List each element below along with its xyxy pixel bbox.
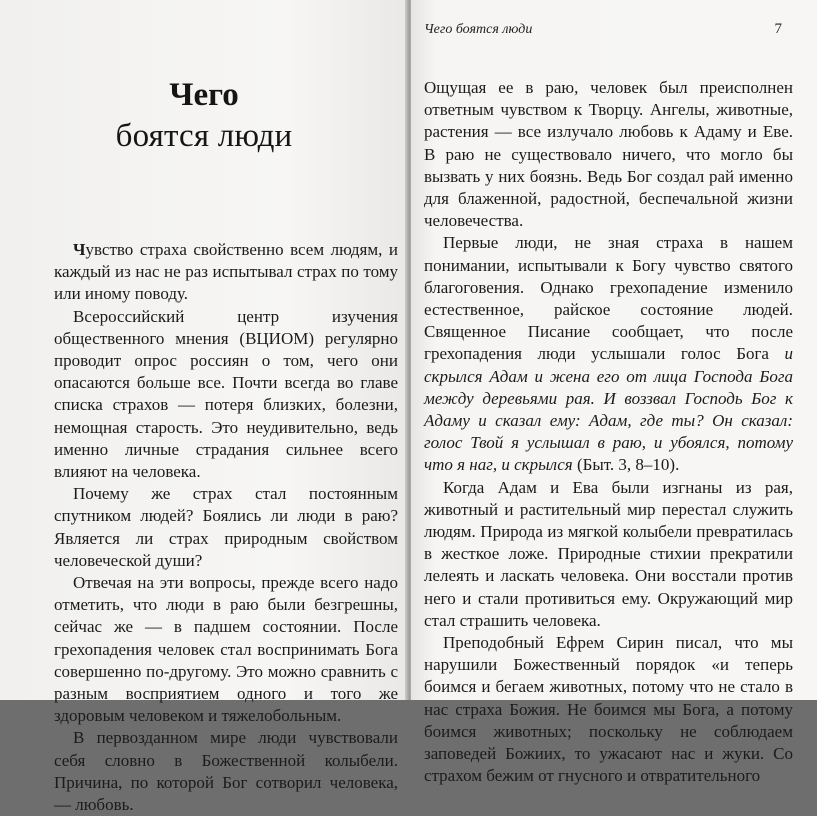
scripture-quote: и скрылся Адам и жена его от лица Господа Бога между деревьями рая. И воззвал Господь Бог к Адаму и сказал ему: Адам, где ты? Он сказал: голос Твой я услышал в раю, и убоялся, потому что я наг, и скрылся — [424, 344, 793, 475]
paragraph: В первозданном мире люди чувствовали себя словно в Божественной колыбели. Причина, по которой Бог сотворил человека, — любовь. — [54, 728, 398, 815]
paragraph: Всероссийский центр изучения общественного мнения (ВЦИОМ) регулярно проводит опрос россиян о том, чего они опасаются больше все. Почти всегда во главе списка страхов — потеря близких, болезни, немощная старость. Это неудивительно, ведь именно личные страдания сильнее всего влияют на человека. — [54, 306, 398, 482]
right-page-body — [424, 77, 793, 788]
paragraph: Когда Адам и Ева были изгнаны из рая, животный и растительный мир перестал служить людям. Природа из мягкой колыбели превратилась в жесткое ложе. Природные стихии прекратили лелеять и ласкать человека. Они восстали против него и стали противиться ему. Окружающий мир стал страшить человека. — [424, 477, 793, 630]
initial-letter: Ч — [73, 240, 86, 259]
running-head: Чего боятся люди — [424, 22, 533, 37]
right-page — [411, 0, 817, 786]
chapter-title-line-2: боятся люди — [115, 118, 293, 154]
paragraph: Ощущая ее в раю, человек был преисполнен ответным чувством к Творцу. Ангелы, животные, растения — все излучало любовь к Адаму и Еве. В раю не существовало ничего, что могло бы вызвать у них боязнь. Ведь Бог создал рай именно для блаженной, радостной, беспечальной жизни человечества. — [424, 78, 793, 231]
left-page-body — [54, 239, 398, 816]
paragraph: Почему же страх стал постоянным спутником людей? Боялись ли люди в раю? Является ли страх природным свойством человеческой души? — [54, 484, 398, 570]
paragraph — [54, 239, 398, 306]
chapter-title-line-1: Чего — [169, 77, 239, 113]
paragraph: Преподобный Ефрем Сирин писал, что мы нарушили Божественный порядок «и теперь боимся и бегаем животных, потому что не стало в нас страха Божия. Не боимся мы Бога, а потому боимся животных; поскольку не соблюдаем заповедей Божиих, то ужасают нас и жуки. Со страхом бежим от гнусного и отвратительного — [424, 633, 793, 786]
scripture-reference: (Быт. 3, 8–10). — [572, 455, 680, 475]
paragraph: Отвечая на эти вопросы, прежде всего надо отметить, что люди в раю были безгрешны, сейчас же — в падшем состоянии. После грехопадения человек стал воспринимать Бога совершенно по-другому. Это можно сравнить с разным восприятием одного и того же здоровым человеком и тяжелобольным. — [54, 573, 398, 726]
paragraph — [424, 232, 793, 476]
paragraph-text: Первые люди, не зная страха в нашем понимании, испытывали к Богу чувство святого благоговения. Однако грехопадение изменило естественное, райское состояние людей. Священное Писание сообщает, что после грехопадения люди услышали голос Бога — [424, 233, 793, 364]
page-number: 7 — [774, 21, 782, 37]
paragraph-text: увство страха свойственно всем людям, и каждый из нас не раз испытывал страх по тому или иному поводу. — [54, 240, 398, 304]
left-page — [0, 0, 408, 815]
chapter-title — [0, 75, 408, 157]
